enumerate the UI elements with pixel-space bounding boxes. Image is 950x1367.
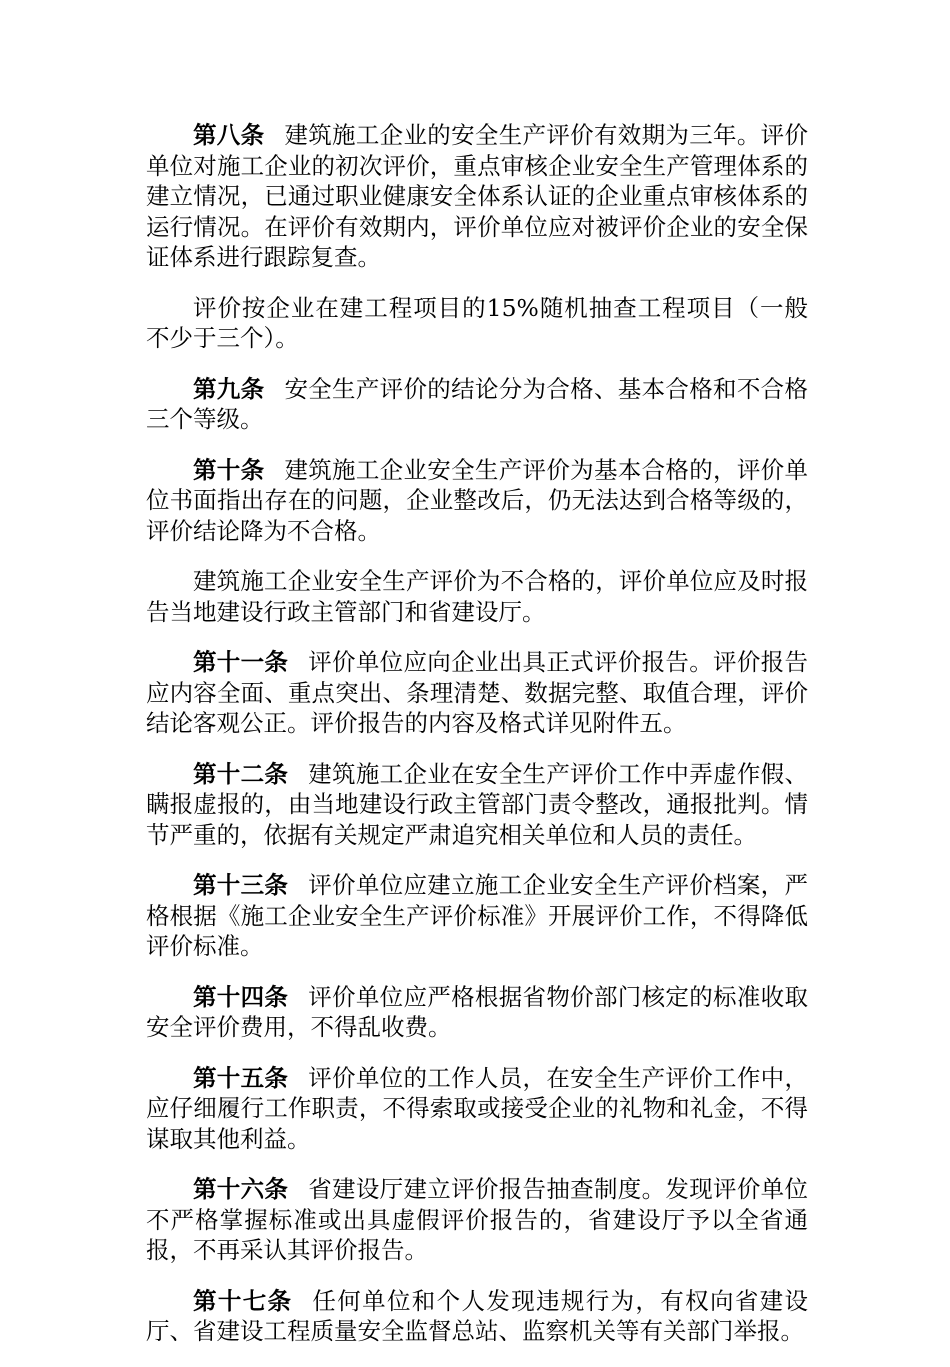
paragraph-article-9 (146, 374, 808, 435)
paragraph-article-16 (146, 1174, 808, 1266)
article-number: 第十五条 (193, 1063, 289, 1092)
article-number: 第十六条 (193, 1175, 289, 1203)
article-number: 第十二条 (193, 759, 289, 788)
article-number: 第十三条 (193, 871, 289, 899)
article-number: 第九条 (193, 374, 265, 403)
paragraph-text: 评价单位应严格根据省物价部门核定的标准收取安全评价费用，不得乱收费。 (146, 982, 808, 1041)
paragraph-text: 建筑施工企业的安全生产评价有效期为三年。评价单位对施工企业的初次评价，重点审核企业安全生产管理体系的建立情况，已通过职业健康安全体系认证的企业重点审核体系的运行情况。在评价有效期内，评价单位应对被评价企业的安全保证体系进行跟踪复查。 (146, 121, 808, 271)
paragraph-text: 建筑施工企业在安全生产评价工作中弄虚作假、瞒报虚报的，由当地建设行政主管部门责令整改，通报批判。情节严重的，依据有关规定严肃追究相关单位和人员的责任。 (146, 759, 808, 849)
paragraph-article-12 (146, 759, 808, 851)
paragraph-text: 评价按企业在建工程项目的15%随机抽查工程项目（一般不少于三个）。 (146, 293, 808, 352)
paragraph-article-10 (146, 455, 808, 547)
paragraph-text: 安全生产评价的结论分为合格、基本合格和不合格三个等级。 (146, 374, 808, 433)
paragraph-text: 建筑施工企业安全生产评价为基本合格的，评价单位书面指出存在的问题，企业整改后，仍无法达到合格等级的，评价结论降为不合格。 (146, 455, 808, 545)
paragraph-text: 评价单位应向企业出具正式评价报告。评价报告应内容全面、重点突出、条理清楚、数据完整、取值合理，评价结论客观公正。评价报告的内容及格式详见附件五。 (146, 648, 808, 737)
paragraph-article-11 (146, 647, 808, 739)
paragraph-article-13 (146, 870, 808, 962)
article-number: 第八条 (193, 121, 265, 149)
paragraph-sampling (146, 293, 808, 354)
article-number: 第十七条 (193, 1286, 293, 1315)
paragraph-text: 建筑施工企业安全生产评价为不合格的，评价单位应及时报告当地建设行政主管部门和省建设厅。 (146, 567, 808, 626)
article-number: 第十四条 (193, 982, 289, 1011)
article-number: 第十条 (193, 455, 265, 484)
paragraph-article-8 (146, 120, 808, 273)
paragraph-article-15 (146, 1063, 808, 1155)
paragraph-text: 任何单位和个人发现违规行为，有权向省建设厅、省建设工程质量安全监督总站、监察机关等有关部门举报。 (146, 1286, 809, 1345)
document-body (146, 120, 808, 1367)
paragraph-unqualified-report (146, 566, 808, 627)
paragraph-text: 评价单位应建立施工企业安全生产评价档案，严格根据《施工企业安全生产评价标准》开展评价工作，不得降低评价标准。 (146, 871, 808, 960)
article-number: 第十一条 (193, 648, 289, 676)
paragraph-text: 省建设厅建立评价报告抽查制度。发现评价单位不严格掌握标准或出具虚假评价报告的，省建设厅予以全省通报，不再采认其评价报告。 (146, 1175, 808, 1264)
paragraph-article-14 (146, 982, 808, 1043)
paragraph-article-17 (146, 1286, 808, 1347)
paragraph-text: 评价单位的工作人员，在安全生产评价工作中，应仔细履行工作职责，不得索取或接受企业的礼物和礼金，不得谋取其他利益。 (146, 1063, 808, 1153)
